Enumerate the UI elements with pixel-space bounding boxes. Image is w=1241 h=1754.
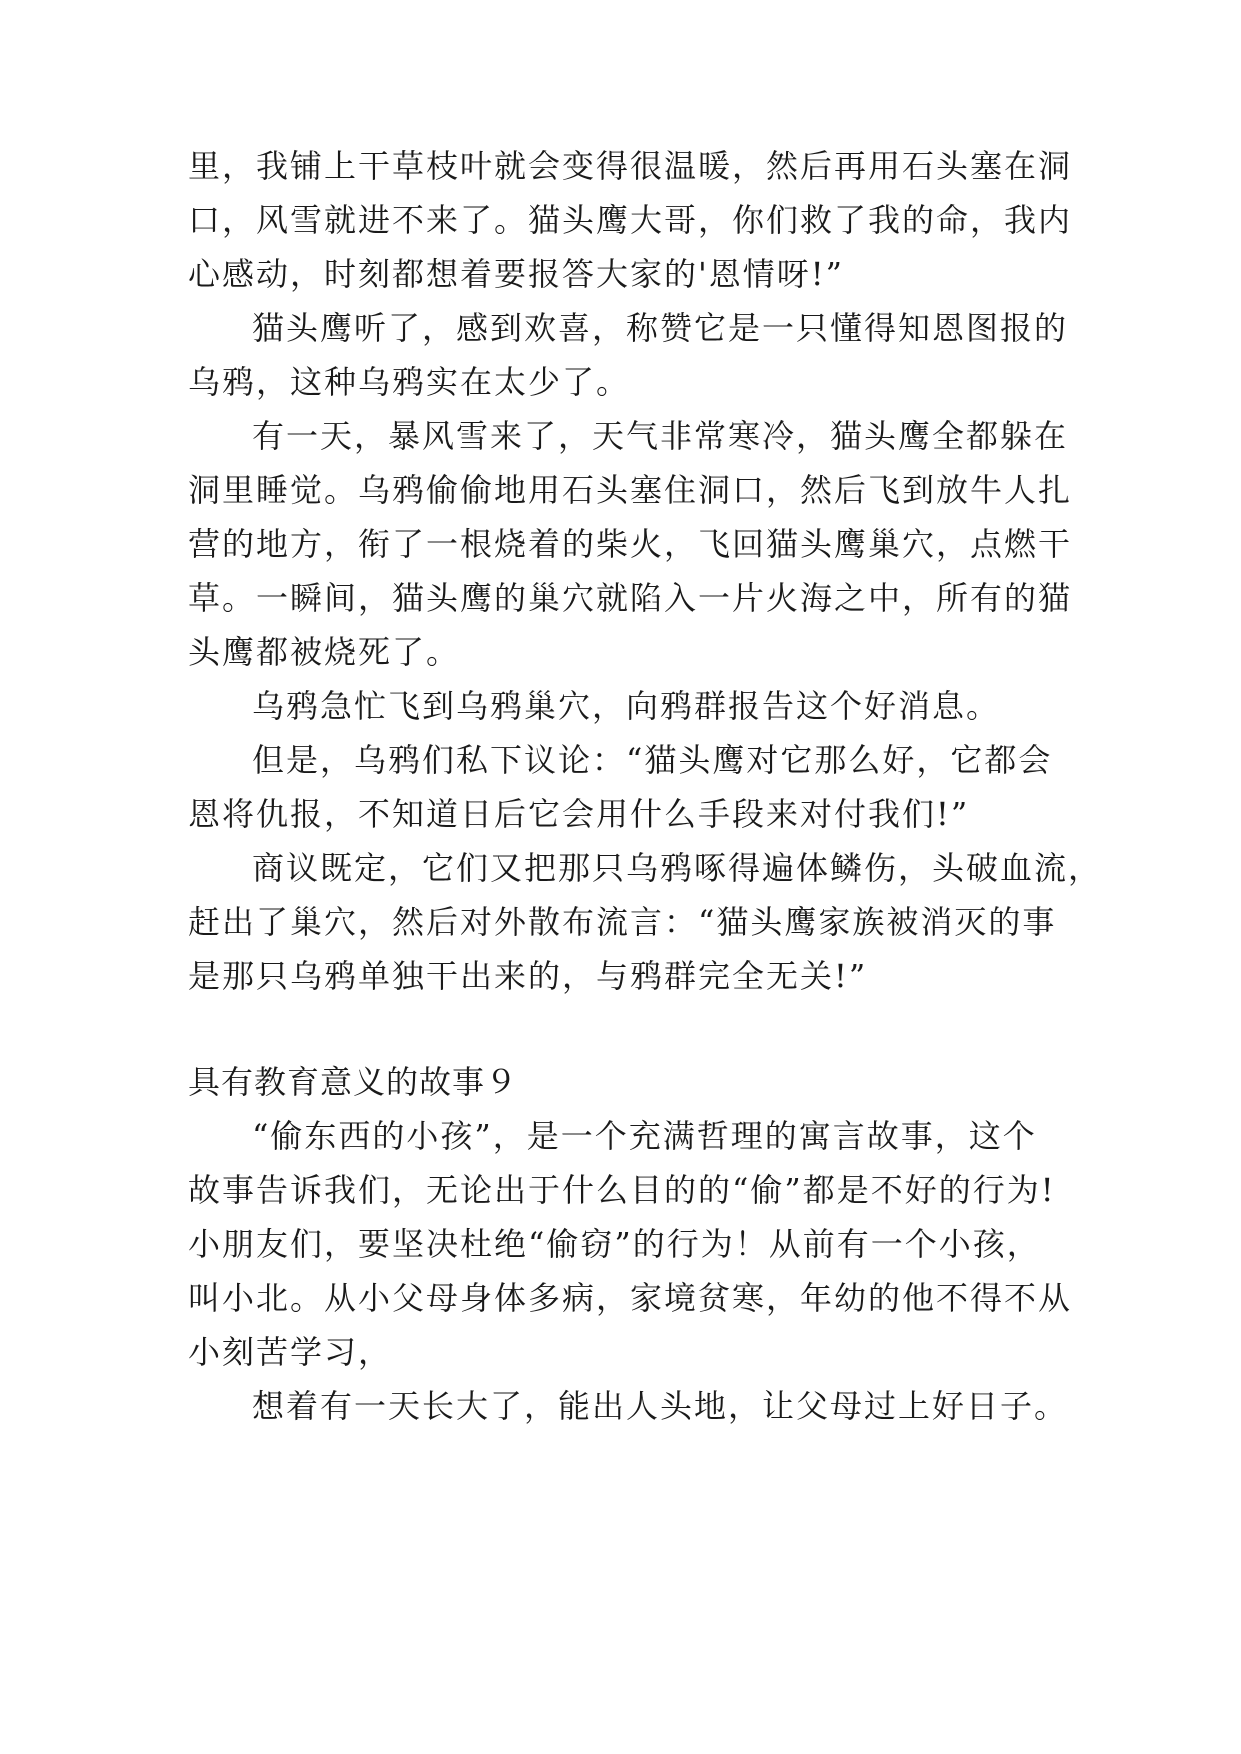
- text-line: “偷东西的小孩”，是一个充满哲理的寓言故事，这个: [252, 1117, 1037, 1155]
- text-line: 故事告诉我们，无论出于什么目的的“偷”都是不好的行为!: [188, 1171, 1056, 1209]
- text-line: 恩将仇报，不知道日后它会用什么手段来对付我们!”: [188, 795, 970, 833]
- text-line: 有一天，暴风雪来了，天气非常寒冷，猫头鹰全都躲在: [252, 417, 1069, 455]
- text-line: 草。一瞬间，猫头鹰的巢穴就陷入一片火海之中，所有的猫: [188, 579, 1073, 617]
- text-line: 是那只乌鸦单独干出来的，与鸦群完全无关!”: [188, 957, 868, 995]
- text-line: 赶出了巢穴，然后对外散布流言：“猫头鹰家族被消灭的事: [188, 903, 1057, 941]
- text-line: 乌鸦，这种乌鸦实在太少了。: [188, 363, 631, 401]
- text-line: 想着有一天长大了，能出人头地，让父母过上好日子。: [252, 1387, 1069, 1425]
- section-title: 具有教育意义的故事９: [188, 1063, 519, 1101]
- text-line: 心感动，时刻都想着要报答大家的'恩情呀!”: [188, 255, 845, 293]
- text-line: 乌鸦急忙飞到乌鸦巢穴，向鸦群报告这个好消息。: [252, 687, 1001, 725]
- text-line: 小朋友们，要坚决杜绝“偷窃”的行为！从前有一个小孩，: [188, 1225, 1041, 1263]
- text-line: 里，我铺上干草枝叶就会变得很温暖，然后再用石头塞在洞: [188, 147, 1073, 185]
- text-line: 猫头鹰听了，感到欢喜，称赞它是一只懂得知恩图报的: [252, 309, 1069, 347]
- text-line: 营的地方，衔了一根烧着的柴火，飞回猫头鹰巢穴，点燃干: [188, 525, 1073, 563]
- text-line: 洞里睡觉。乌鸦偷偷地用石头塞住洞口，然后飞到放牛人扎: [188, 471, 1073, 509]
- text-line: 头鹰都被烧死了。: [188, 633, 461, 671]
- text-line: 但是，乌鸦们私下议论：“猫头鹰对它那么好，它都会: [252, 741, 1053, 779]
- text-line: 小刻苦学习，: [188, 1333, 393, 1371]
- text-line: 商议既定，它们又把那只乌鸦啄得遍体鳞伤，头破血流，: [252, 849, 1103, 887]
- text-line: 叫小北。从小父母身体多病，家境贫寒，年幼的他不得不从: [188, 1279, 1073, 1317]
- text-line: 口，风雪就进不来了。猫头鹰大哥，你们救了我的命，我内: [188, 201, 1073, 239]
